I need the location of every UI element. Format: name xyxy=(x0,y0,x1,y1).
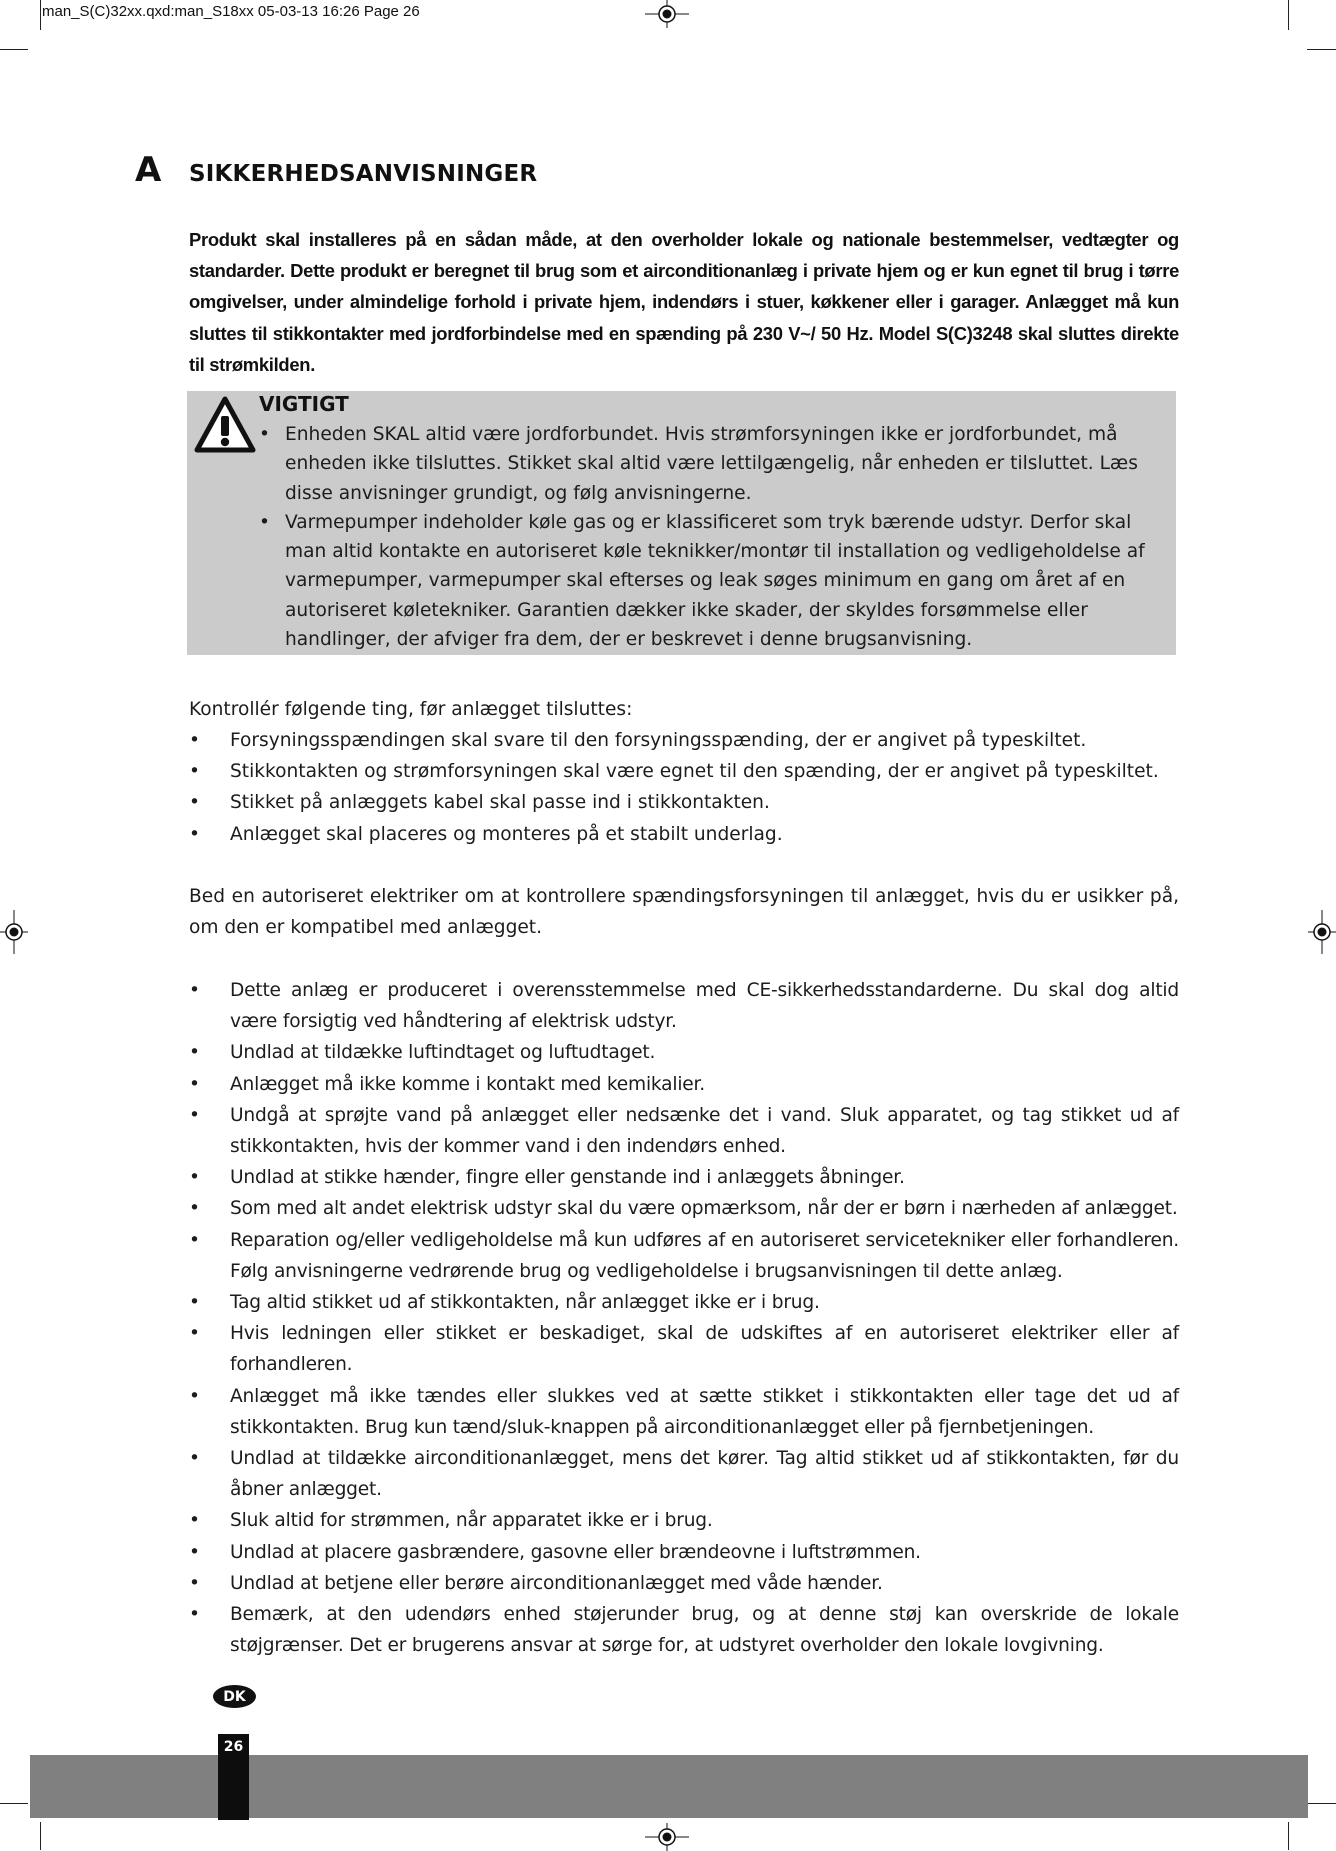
registration-mark-icon xyxy=(645,0,689,28)
list-item: • Reparation og/eller vedligeholdelse må kun udføres af en autoriseret servicetekniker eller forhandleren. Følg anvisningerne vedrørende brug og vedligeholdelse i brugsanvisningen til dette anlæg. xyxy=(189,1225,1179,1287)
crop-mark xyxy=(40,1822,41,1850)
list-item: • Hvis ledningen eller stikket er beskadiget, skal de udskiftes af en autoriseret elektriker eller af forhandleren. xyxy=(189,1318,1179,1380)
crop-mark xyxy=(0,49,28,50)
safety-list xyxy=(189,975,1179,1661)
registration-mark-icon xyxy=(0,910,28,954)
list-item: • Undlad at tildække luftindtaget og luftudtaget. xyxy=(189,1037,1179,1068)
check-list xyxy=(189,725,1179,850)
registration-mark-icon xyxy=(1308,910,1336,954)
list-item: • Dette anlæg er produceret i overensstemmelse med CE-sikkerhedsstandarderne. Du skal dog altid være forsigtig ved håndtering af elektrisk udstyr. xyxy=(189,975,1179,1037)
list-item: • Undlad at betjene eller berøre airconditionanlægget med våde hænder. xyxy=(189,1568,1179,1599)
registration-mark-icon xyxy=(645,1823,689,1851)
list-item: • Anlægget må ikke tændes eller slukkes ved at sætte stikket i stikkontakten eller tage det ud af stikkontakten. Brug kun tænd/sluk-knappen på airconditionanlægget eller på fjernbetjeningen. xyxy=(189,1381,1179,1443)
crop-mark xyxy=(1307,1803,1336,1804)
crop-mark xyxy=(1307,49,1336,50)
check-intro: Kontrollér følgende ting, før anlægget tilsluttes: xyxy=(189,699,633,720)
intro-paragraph: Produkt skal installeres på en sådan måde, at den overholder lokale og nationale bestemmelser, vedtægter og standarder. Dette produkt er beregnet til brug som et airconditionanlæg i private hjem og er kun egnet til brug i tørre omgivelser, under almindelige forhold i private hjem, indendørs i stuer, køkkener eller i garager. Anlægget må kun sluttes til stikkontakter med jordforbindelse med en spænding på 230 V~/ 50 Hz. Model S(C)3248 skal sluttes direkte til strømkilden. xyxy=(189,229,1179,375)
list-item: • Anlægget må ikke komme i kontakt med kemikalier. xyxy=(189,1069,1179,1100)
list-item: • Som med alt andet elektrisk udstyr skal du være opmærksom, når der er børn i nærheden af anlægget. xyxy=(189,1193,1179,1224)
crop-mark xyxy=(1288,1822,1289,1850)
list-item: • Undlad at tildække airconditionanlægget, mens det kører. Tag altid stikket ud af stikkontakten, før du åbner anlægget. xyxy=(189,1443,1179,1505)
list-item: • Undlad at placere gasbrændere, gasovne eller brændeovne i luftstrømmen. xyxy=(189,1537,1179,1568)
list-item: • Anlægget skal placeres og monteres på et stabilt underlag. xyxy=(189,819,1179,850)
list-item: • Stikket på anlæggets kabel skal passe ind i stikkontakten. xyxy=(189,787,1179,818)
list-item: • Sluk altid for strømmen, når apparatet ikke er i brug. xyxy=(189,1505,1179,1536)
warning-triangle-icon xyxy=(194,396,256,454)
crop-mark xyxy=(40,0,41,30)
list-item: • Undgå at sprøjte vand på anlægget eller nedsænke det i vand. Sluk apparatet, og tag stikket ud af stikkontakten, hvis der kommer vand i den indendørs enhed. xyxy=(189,1100,1179,1162)
warning-list xyxy=(259,420,1159,654)
electrician-note: Bed en autoriseret elektriker om at kontrollere spændingsforsyningen til anlægget, hvis du er usikker på, om den er kompatibel med anlægget. xyxy=(189,886,1179,938)
section-title: SIKKERHEDSANVISNINGER xyxy=(189,161,538,187)
print-slug: man_S(C)32xx.qxd:man_S18xx 05-03-13 16:26 Page 26 xyxy=(42,3,420,20)
section-letter: A xyxy=(135,150,162,190)
list-item: • Tag altid stikket ud af stikkontakten, når anlægget ikke er i brug. xyxy=(189,1287,1179,1318)
list-item: • Undlad at stikke hænder, fingre eller genstande ind i anlæggets åbninger. xyxy=(189,1162,1179,1193)
list-item: • Stikkontakten og strømforsyningen skal være egnet til den spænding, der er angivet på typeskiltet. xyxy=(189,756,1179,787)
list-item: • Forsyningsspændingen skal svare til den forsyningsspænding, der er angivet på typeskiltet. xyxy=(189,725,1179,756)
warning-title: VIGTIGT xyxy=(259,392,349,416)
warning-item: • Enheden SKAL altid være jordforbundet. Hvis strømforsyningen ikke er jordforbundet, må enheden ikke tilsluttes. Stikket skal altid være lettilgængelig, når enheden er tilsluttet. Læs disse anvisninger grundigt, og følg anvisningerne. xyxy=(259,420,1159,508)
list-item: • Bemærk, at den udendørs enhed støjerunder brug, og at denne støj kan overskride de lokale støjgrænser. Det er brugerens ansvar at sørge for, at udstyret overholder den lokale lovgivning. xyxy=(189,1599,1179,1661)
language-badge: DK xyxy=(213,1685,256,1708)
crop-mark xyxy=(1288,0,1289,30)
page-number: 26 xyxy=(223,1739,244,1755)
crop-mark xyxy=(0,1803,28,1804)
warning-item: • Varmepumper indeholder køle gas og er klassificeret som tryk bærende udstyr. Derfor skal man altid kontakte en autoriseret køle teknikker/montør til installation og vedligeholdelse af varmepumper, varmepumper skal efterses og leak søges minimum en gang om året af en autoriseret køletekniker. Garantien dækker ikke skader, der skyldes forsømmelse eller handlinger, der afviger fra dem, der er beskrevet i denne brugsanvisning. xyxy=(259,508,1159,654)
